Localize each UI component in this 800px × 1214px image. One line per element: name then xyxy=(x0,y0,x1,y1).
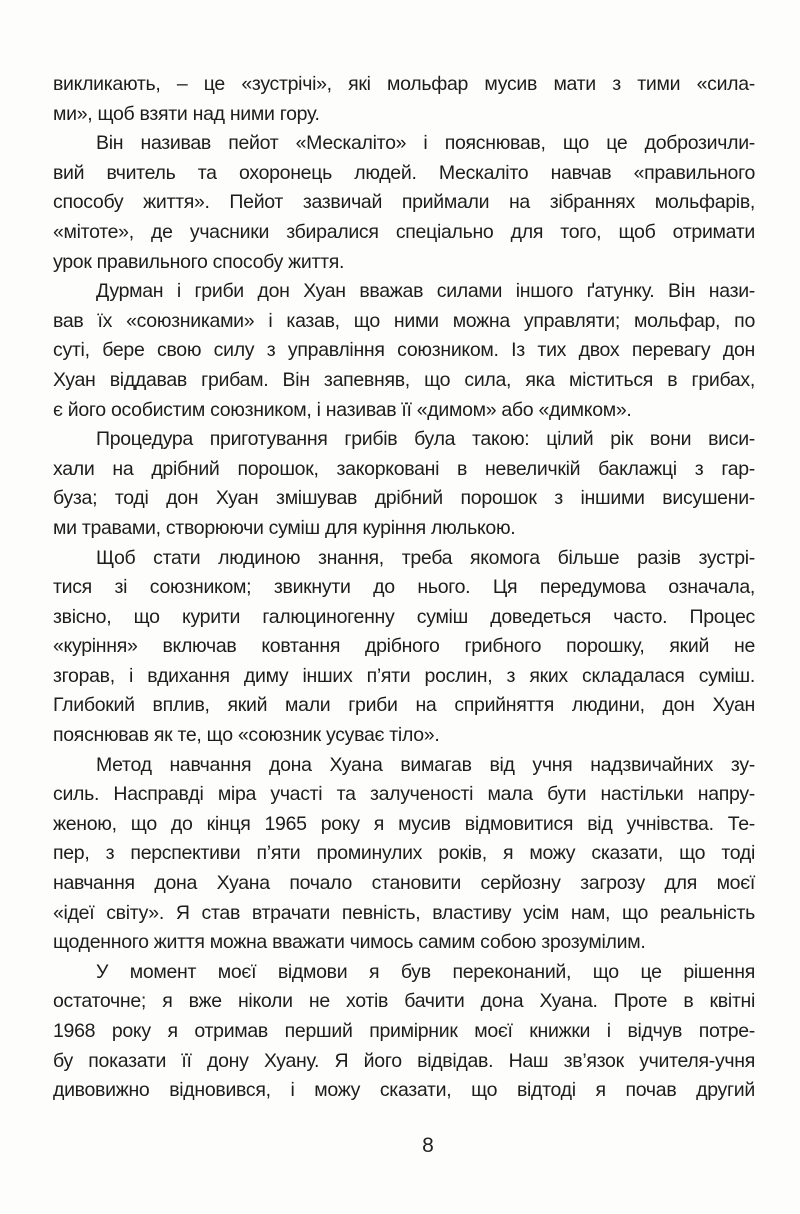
text-line: «мітоте», де учасники збиралися спеціально для того, щоб отримати xyxy=(53,220,755,243)
page-text xyxy=(53,70,755,1106)
text-line: «ідеї світу». Я став втрачати певність, властиву усім нам, що реальність xyxy=(53,901,755,924)
page-number: 8 xyxy=(422,1134,434,1157)
text-line: силь. Насправді міра участі та залученості мала бути настільки напру- xyxy=(53,783,755,806)
text-line: Глибокий вплив, який мали гриби на сприйняття людини, дон Хуан xyxy=(53,694,755,717)
text-line: Щоб стати людиною знання, треба якомога більше разів зустрі- xyxy=(96,546,755,569)
paragraph xyxy=(53,751,755,958)
text-line: урок правильного способу життя. xyxy=(53,250,345,273)
text-line: остаточне; я вже ніколи не хотів бачити дона Хуана. Проте в квітні xyxy=(53,990,755,1013)
text-line: У момент моєї відмови я був переконаний, що це рішення xyxy=(96,960,755,983)
text-line: способу життя». Пейот зазвичай приймали на зібраннях мольфарів, xyxy=(53,191,755,214)
text-line: Дурман і гриби дон Хуан вважав силами іншого ґатунку. Він нази- xyxy=(96,280,755,303)
text-line: вав їх «союзниками» і казав, що ними можна управляти; мольфар, по xyxy=(53,309,755,332)
text-line: Хуан віддавав грибам. Він запевняв, що сила, яка міститься в грибах, xyxy=(53,368,755,391)
text-line: вий вчитель та охоронець людей. Мескаліто навчав «правильного xyxy=(53,161,755,184)
text-line: ми травами, створюючи суміш для куріння люлькою. xyxy=(53,516,516,539)
text-line: пояснював як те, що «союзник усуває тіло». xyxy=(53,724,440,747)
text-line: Метод навчання дона Хуана вимагав від учня надзвичайних зу- xyxy=(96,753,755,776)
text-line: пер, з перспективи п’яти проминулих років, я можу сказати, що тоді xyxy=(53,842,755,865)
text-line: женою, що до кінця 1965 року я мусив відмовитися від учнівства. Те- xyxy=(53,812,755,835)
text-line: тися зі союзником; звикнути до нього. Ця передумова означала, xyxy=(53,576,755,599)
text-line: є його особистим союзником, і називав її «димом» або «димком». xyxy=(53,398,632,421)
text-line: ми», щоб взяти над ними гору. xyxy=(53,102,320,125)
text-line: буза; тоді дон Хуан змішував дрібний порошок з іншими висушени- xyxy=(53,487,755,510)
text-line: суті, бере свою силу з управління союзником. Із тих двох перевагу дон xyxy=(53,339,755,362)
text-line: Він називав пейот «Мескаліто» і пояснював, що це доброзичли- xyxy=(96,132,755,155)
page-footer xyxy=(53,1133,755,1159)
paragraph xyxy=(53,70,755,129)
text-line: Процедура приготування грибів була такою: цілий рік вони виси- xyxy=(96,428,755,451)
text-line: «куріння» включав ковтання дрібного грибного порошку, який не xyxy=(53,635,755,658)
paragraph xyxy=(53,129,755,277)
text-line: згорав, і вдихання диму інших п’яти рослин, з яких складалася суміш. xyxy=(53,664,755,687)
paragraph xyxy=(53,277,755,425)
text-line: 1968 року я отримав перший примірник моєї книжки і відчув потре- xyxy=(53,1020,755,1042)
text-line: навчання дона Хуана почало становити серйозну загрозу для моєї xyxy=(53,872,755,895)
text-line: дивовижно відновився, і можу сказати, що відтоді я почав другий xyxy=(53,1079,755,1102)
paragraph xyxy=(53,958,755,1106)
text-line: звісно, що курити галюциногенну суміш доведеться часто. Процес xyxy=(53,605,755,628)
text-line: хали на дрібний порошок, закорковані в невеличкій баклажці з гар- xyxy=(53,457,755,480)
paragraph xyxy=(53,544,755,751)
text-line: щоденного життя можна вважати чимось самим собою зрозумілим. xyxy=(53,931,646,954)
text-line: бу показати її дону Хуану. Я його відвідав. Наш зв’язок учителя-учня xyxy=(53,1049,755,1072)
paragraph xyxy=(53,425,755,543)
text-line: викликають, – це «зустрічі», які мольфар мусив мати з тими «сила- xyxy=(53,73,755,95)
